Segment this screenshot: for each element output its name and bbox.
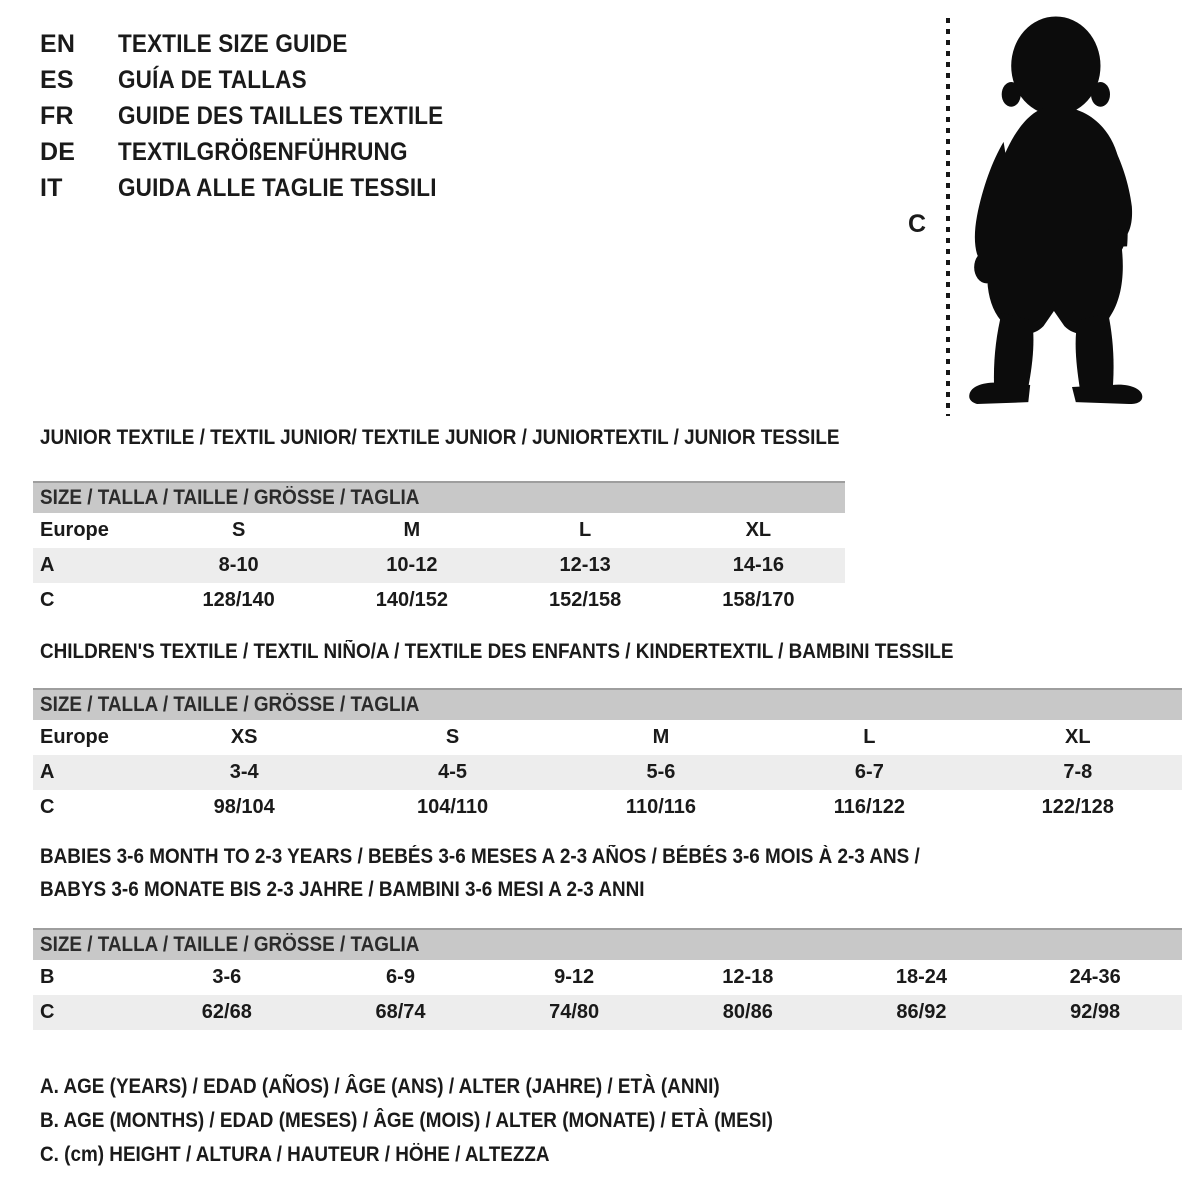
lang-row-it <box>40 170 480 206</box>
lang-code: FR <box>40 101 74 130</box>
size-cell: 4-5 <box>438 761 468 783</box>
size-header-bar: SIZE / TALLA / TAILLE / GRÖSSE / TAGLIA <box>33 928 1182 960</box>
size-table <box>33 513 845 618</box>
size-cell: 18-24 <box>895 966 948 988</box>
size-cell: 9-12 <box>554 966 595 988</box>
size-cell: L <box>579 519 592 541</box>
lang-code: EN <box>40 29 76 58</box>
size-cell: 74/80 <box>549 1001 600 1023</box>
row-label: Europe <box>40 726 109 748</box>
size-cell: 152/158 <box>548 589 622 611</box>
size-cell: 24-36 <box>1069 966 1121 988</box>
size-cell: 116/122 <box>833 796 905 818</box>
lang-row-en <box>40 26 480 62</box>
table-row <box>33 995 1182 1030</box>
height-measure-line <box>946 18 950 416</box>
size-cell: 158/170 <box>722 589 795 611</box>
size-cell: 128/140 <box>202 589 275 611</box>
size-cell: 3-6 <box>212 966 242 988</box>
size-cell: 140/152 <box>375 589 449 611</box>
size-cell: 6-7 <box>854 761 884 783</box>
size-cell: 122/128 <box>1041 796 1114 818</box>
size-cell: 14-16 <box>732 554 784 576</box>
table-row <box>33 790 1182 825</box>
size-cell: 3-4 <box>229 761 259 783</box>
lang-code: IT <box>40 173 63 202</box>
lang-row-fr <box>40 98 480 134</box>
size-header-bar: SIZE / TALLA / TAILLE / GRÖSSE / TAGLIA <box>33 481 845 513</box>
size-cell: 5-6 <box>646 761 676 783</box>
size-cell: XL <box>1065 726 1091 748</box>
table-row <box>33 720 1182 755</box>
size-cell: 12-18 <box>722 966 774 988</box>
table-row <box>33 755 1182 790</box>
row-label: C <box>40 796 55 818</box>
lang-title: TEXTILGRÖßENFÜHRUNG <box>118 137 408 166</box>
children-section-title: CHILDREN'S TEXTILE / TEXTIL NIÑO/A / TEXTILE DES ENFANTS / KINDERTEXTIL / BAMBINI TESSILE <box>40 640 954 663</box>
footnote-a: A. AGE (YEARS) / EDAD (AÑOS) / ÂGE (ANS) / ALTER (JAHRE) / ETÀ (ANNI) <box>40 1075 720 1098</box>
junior-section-title: JUNIOR TEXTILE / TEXTIL JUNIOR/ TEXTILE JUNIOR / JUNIORTEXTIL / JUNIOR TESSILE <box>40 426 840 449</box>
row-label: C <box>40 589 55 611</box>
table-row <box>33 583 845 618</box>
size-header-bar: SIZE / TALLA / TAILLE / GRÖSSE / TAGLIA <box>33 688 1182 720</box>
size-cell: XS <box>230 726 258 748</box>
junior-size-table <box>33 481 845 618</box>
table-row <box>33 960 1182 995</box>
footnote-c: C. (cm) HEIGHT / ALTURA / HAUTEUR / HÖHE / ALTEZZA <box>40 1143 550 1166</box>
row-label: B <box>40 966 55 988</box>
size-cell: M <box>403 519 421 541</box>
size-cell: 86/92 <box>896 1001 947 1023</box>
size-cell: 68/74 <box>375 1001 426 1023</box>
row-label: A <box>40 761 55 783</box>
lang-code: DE <box>40 137 76 166</box>
baby-silhouette-icon <box>958 10 1148 420</box>
lang-title: GUÍA DE TALLAS <box>118 65 307 94</box>
size-cell: 12-13 <box>559 554 611 576</box>
lang-title: GUIDE DES TAILLES TEXTILE <box>118 101 444 130</box>
language-title-list <box>40 26 480 206</box>
size-cell: 110/116 <box>625 796 697 818</box>
size-cell: XL <box>745 519 772 541</box>
babies-section-title-line2: BABYS 3-6 MONATE BIS 2-3 JAHRE / BAMBINI 3-6 MESI A 2-3 ANNI <box>40 878 645 901</box>
row-label: C <box>40 1001 55 1023</box>
lang-title: GUIDA ALLE TAGLIE TESSILI <box>118 173 437 202</box>
lang-title: TEXTILE SIZE GUIDE <box>118 29 348 58</box>
babies-section-title-line1: BABIES 3-6 MONTH TO 2-3 YEARS / BEBÉS 3-6 MESES A 2-3 AÑOS / BÉBÉS 3-6 MOIS À 2-3 ANS / <box>40 845 920 868</box>
lang-row-es <box>40 62 480 98</box>
size-cell: 92/98 <box>1070 1001 1121 1023</box>
row-label: Europe <box>40 519 109 541</box>
size-cell: 104/110 <box>416 796 489 818</box>
size-cell: 8-10 <box>218 554 259 576</box>
babies-size-table <box>33 928 1182 1030</box>
height-measure-label: C <box>908 210 927 238</box>
table-row <box>33 513 845 548</box>
size-cell: 98/104 <box>213 796 275 818</box>
size-table <box>33 960 1182 1030</box>
table-row <box>33 548 845 583</box>
row-label: A <box>40 554 55 576</box>
size-cell: 10-12 <box>386 554 438 576</box>
children-size-table <box>33 688 1182 825</box>
size-table <box>33 720 1182 825</box>
size-cell: L <box>863 726 876 748</box>
lang-row-de <box>40 134 480 170</box>
footnote-b: B. AGE (MONTHS) / EDAD (MESES) / ÂGE (MOIS) / ALTER (MONATE) / ETÀ (MESI) <box>40 1109 773 1132</box>
size-cell: 80/86 <box>722 1001 773 1023</box>
size-cell: S <box>231 519 246 541</box>
size-cell: 62/68 <box>201 1001 252 1023</box>
size-cell: M <box>652 726 670 748</box>
size-cell: 6-9 <box>386 966 415 988</box>
lang-code: ES <box>40 65 74 94</box>
footnotes <box>40 1070 854 1172</box>
size-cell: S <box>445 726 460 748</box>
size-cell: 7-8 <box>1063 761 1093 783</box>
